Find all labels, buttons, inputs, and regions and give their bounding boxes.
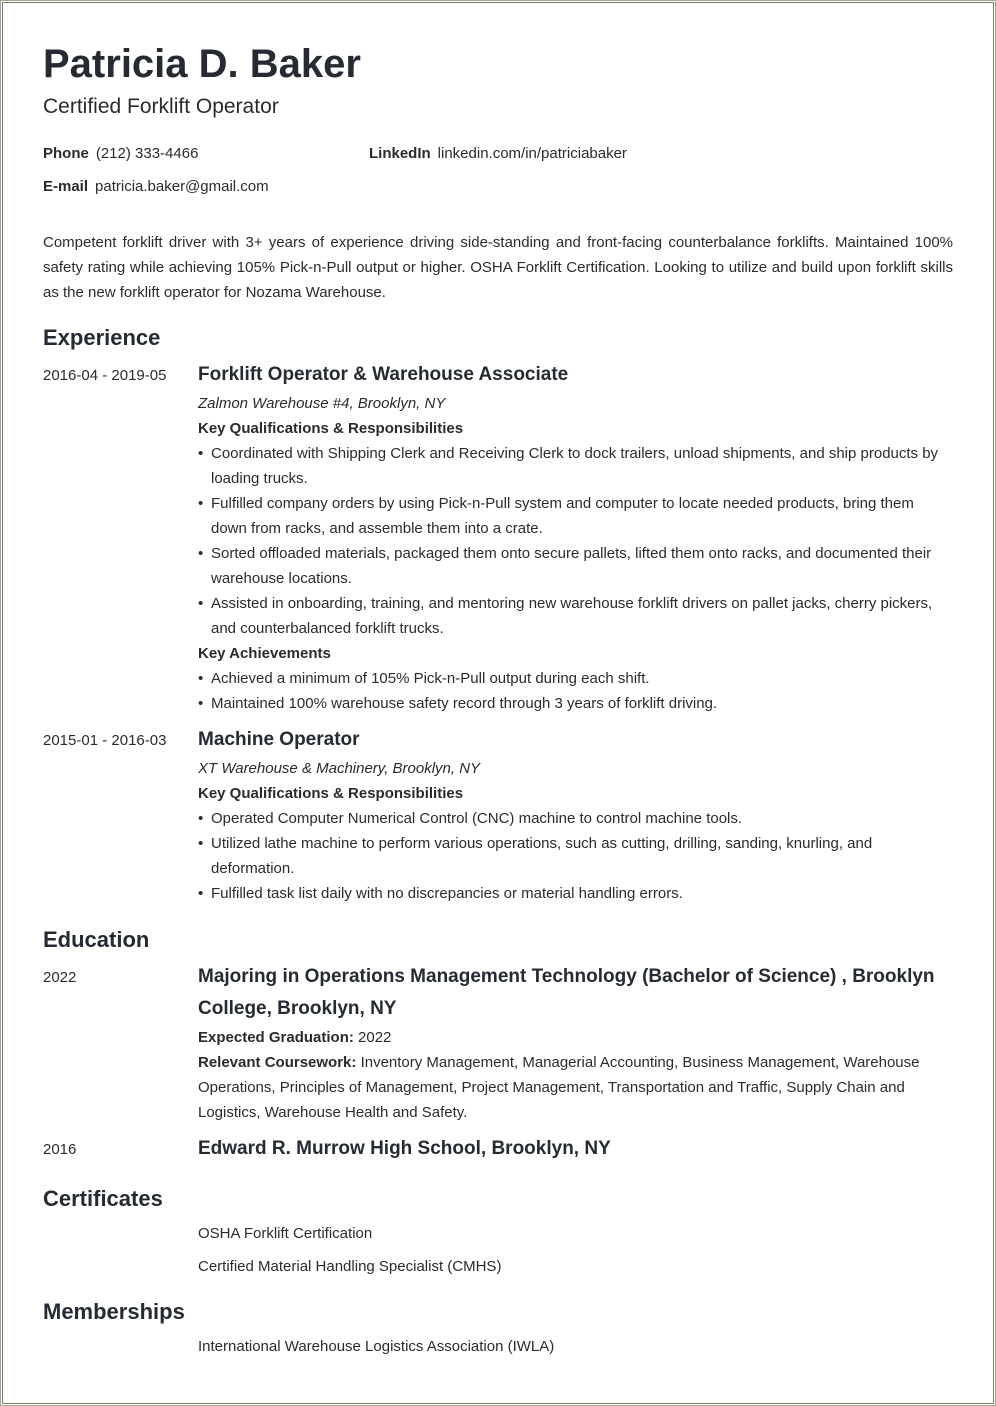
candidate-name: Patricia D. Baker	[43, 42, 361, 86]
certificate-item: Certified Material Handling Specialist (CMHS)	[198, 1258, 502, 1275]
education-year: 2022	[43, 969, 77, 986]
education-year: 2016	[43, 1141, 77, 1158]
membership-item: International Warehouse Logistics Association (IWLA)	[198, 1338, 555, 1355]
qualifications-list	[198, 441, 953, 641]
candidate-title: Certified Forklift Operator	[43, 95, 279, 118]
qualifications-heading: Key Qualifications & Responsibilities	[198, 785, 464, 802]
section-title-memberships: Memberships	[43, 1299, 185, 1324]
certificate-item: OSHA Forklift Certification	[198, 1225, 373, 1242]
section-title-certificates: Certificates	[43, 1186, 163, 1211]
profile-summary: Competent forklift driver with 3+ years of experience driving side-standing and front-facing counterbalance forklifts. Maintained 100% safety rating while achieving 105% Pick-n-Pull output or higher. OSHA Forklift Certification. Looking to utilize and build upon forklift skills as the new forklift operator for Nozama Warehouse.	[43, 234, 953, 301]
job-company: Zalmon Warehouse #4, Brooklyn, NY	[198, 395, 446, 412]
list-item: • Achieved a minimum of 105% Pick-n-Pull output during each shift.	[198, 666, 953, 691]
job-title: Machine Operator	[198, 729, 360, 750]
list-item: • Utilized lathe machine to perform various operations, such as cutting, drilling, sanding, knurling, and deformation.	[198, 831, 953, 881]
contact-email	[43, 177, 269, 197]
section-title-education: Education	[43, 927, 150, 952]
email-label: E-mail	[43, 178, 89, 195]
achievements-heading: Key Achievements	[198, 645, 331, 662]
list-item: • Fulfilled company orders by using Pick-n-Pull system and computer to locate needed products, bring them down from racks, and assemble them into a crate.	[198, 491, 953, 541]
linkedin-value[interactable]: linkedin.com/in/patriciabaker	[437, 145, 627, 162]
relevant-coursework	[198, 1050, 953, 1125]
job-entry	[198, 362, 953, 716]
list-item: • Fulfilled task list daily with no discrepancies or material handling errors.	[198, 881, 953, 906]
job-dates: 2015-01 - 2016-03	[43, 732, 167, 749]
coursework-label: Relevant Coursework:	[198, 1054, 357, 1071]
linkedin-label: LinkedIn	[369, 145, 431, 162]
list-item: • Coordinated with Shipping Clerk and Receiving Clerk to dock trailers, unload shipments, and ship products by loading trucks.	[198, 441, 953, 491]
education-entry	[198, 961, 953, 1125]
list-item: • Sorted offloaded materials, packaged them onto secure pallets, lifted them onto racks, and documented their warehouse locations.	[198, 541, 953, 591]
email-value[interactable]: patricia.baker@gmail.com	[95, 178, 269, 195]
expected-graduation	[198, 1025, 953, 1050]
phone-value: (212) 333-4466	[95, 145, 199, 162]
list-item: • Maintained 100% warehouse safety record through 3 years of forklift driving.	[198, 691, 953, 716]
qualifications-list	[198, 806, 953, 906]
education-title: Edward R. Murrow High School, Brooklyn, NY	[198, 1138, 611, 1159]
job-dates: 2016-04 - 2019-05	[43, 367, 167, 384]
education-entry	[198, 1133, 953, 1165]
job-entry	[198, 727, 953, 906]
phone-label: Phone	[43, 145, 89, 162]
list-item: • Assisted in onboarding, training, and mentoring new warehouse forklift drivers on pallet jacks, cherry pickers, and counterbalanced forklift trucks.	[198, 591, 953, 641]
list-item: • Operated Computer Numerical Control (CNC) machine to control machine tools.	[198, 806, 953, 831]
graduation-value: 2022	[358, 1029, 392, 1046]
achievements-list	[198, 666, 953, 716]
coursework-value: Inventory Management, Managerial Accounting, Business Management, Warehouse Operations, Principles of Management, Project Management, Transportation and Traffic, Supply Chain and Logistics, Warehouse Health and Safety.	[198, 1054, 920, 1121]
education-title: Majoring in Operations Management Technology (Bachelor of Science) , Brooklyn College, Brooklyn, NY	[198, 966, 935, 1019]
job-title: Forklift Operator & Warehouse Associate	[198, 364, 569, 385]
job-company: XT Warehouse & Machinery, Brooklyn, NY	[198, 760, 481, 777]
graduation-label: Expected Graduation:	[198, 1029, 354, 1046]
qualifications-heading: Key Qualifications & Responsibilities	[198, 420, 464, 437]
section-title-experience: Experience	[43, 325, 161, 350]
contact-linkedin	[369, 144, 627, 164]
contact-phone	[43, 144, 198, 164]
